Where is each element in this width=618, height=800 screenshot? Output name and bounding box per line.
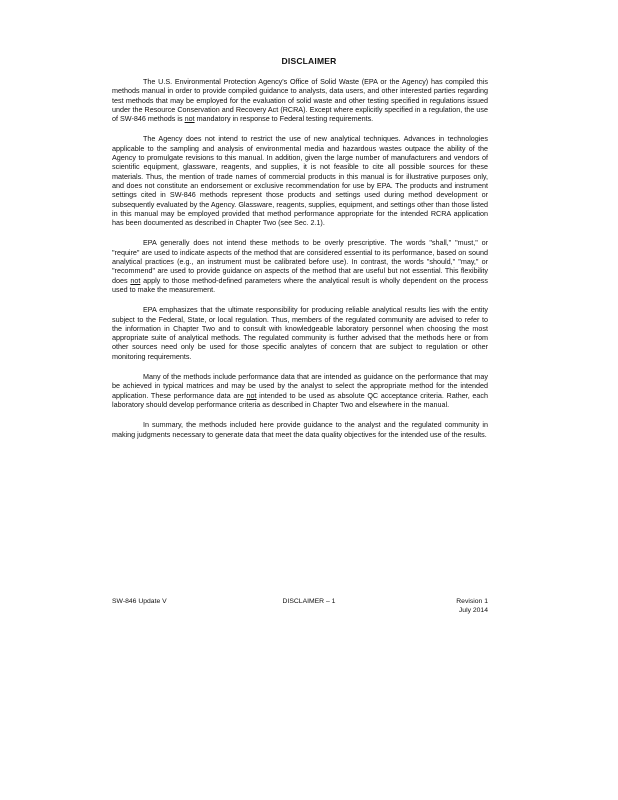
paragraph-4: EPA emphasizes that the ultimate responsibility for producing reliable analytical results lies with the entity subject to the Federal, State, or local regulation. Thus, members of the regulated community are advised to refer to the information in Chapter Two and to consult with knowledgeable laboratory personnel when choosing the most appropriate suite of analytical methods. The regulated community is further advised that the methods here or from other sources need only be used for those specific analytes of concern that are subject to regulation or other monitoring requirements. (112, 305, 488, 361)
paragraph-5-text-a: Many of the methods include performance data that are intended as guidance on the performance that may be achieved in typical matrices and may be used by the analyst to select the appropriate method for the intended application. These performance data are (112, 372, 488, 400)
paragraph-1 (112, 77, 488, 123)
footer-revision-block (456, 597, 488, 615)
paragraph-1-text-b: mandatory in response to Federal testing requirements. (194, 114, 374, 124)
paragraph-3-underlined: not (130, 275, 141, 285)
document-body (112, 77, 488, 450)
page-title: DISCLAIMER (281, 56, 337, 66)
paragraph-3-text-a: EPA generally does not intend these methods to be overly prescriptive. The words "shall," "must," or "require" are used to indicate aspects of the method that are considered essential to its performance, based on sound analytical practices (e.g., an instrument must be calibrated before use). In contrast, the words "should," "may," or "recommend" are used to provide guidance on aspects of the method that are useful but not essential. This flexibility does (112, 238, 488, 285)
paragraph-2: The Agency does not intend to restrict the use of new analytical techniques. Advances in technologies applicable to the sampling and analysis of environmental media and hazardous wastes outpace the ability of the Agency to promulgate revisions to this manual. In addition, given the large number of manufacturers and vendors of scientific equipment, glassware, reagents, and supplies, it is not feasible to cite all possible sources for these materials. Thus, the mention of trade names of commercial products in this manual is for illustrative purposes only, and does not constitute an endorsement or exclusive recommendation for use by EPA. The products and instrument settings cited in SW-846 methods represent those products and settings used during method development or subsequently evaluated by the Agency. Glassware, reagents, supplies, equipment, and settings other than those listed in this manual may be employed provided that method performance appropriate for the intended RCRA application has been documented as described in Chapter Two (see Sec. 2.1). (112, 134, 488, 228)
paragraph-3 (112, 238, 488, 294)
paragraph-5-text-b: intended to be used as absolute QC acceptance criteria. Rather, each laboratory should develop performance criteria as described in Chapter Two and elsewhere in the manual. (112, 390, 489, 409)
paragraph-5 (112, 372, 488, 409)
paragraph-6: In summary, the methods included here provide guidance to the analyst and the regulated community in making judgments necessary to generate data that meet the data quality objectives for the intended use of the results. (112, 420, 488, 439)
footer-date: July 2014 (458, 607, 488, 614)
paragraph-1-text-a: The U.S. Environmental Protection Agency's Office of Solid Waste (EPA or the Agency) has compiled this methods manual in order to provide compiled guidance to analysts, data users, and other interested parties regarding test methods that may be employed for the evaluation of solid waste and other testing specified in regulations issued under the Resource Conservation and Recovery Act (RCRA). Except where explicitly specified in a regulation, the use of SW-846 methods is (112, 77, 488, 124)
paragraph-3-text-b: apply to those method-defined parameters where the analytical result is wholly dependent on the process used to make the measurement. (112, 275, 488, 294)
paragraph-1-underlined: not (184, 114, 195, 124)
footer-document-id: SW-846 Update V (112, 598, 167, 605)
footer-revision: Revision 1 (456, 598, 488, 605)
paragraph-5-underlined: not (246, 390, 257, 400)
footer-page-number: DISCLAIMER – 1 (282, 598, 336, 605)
